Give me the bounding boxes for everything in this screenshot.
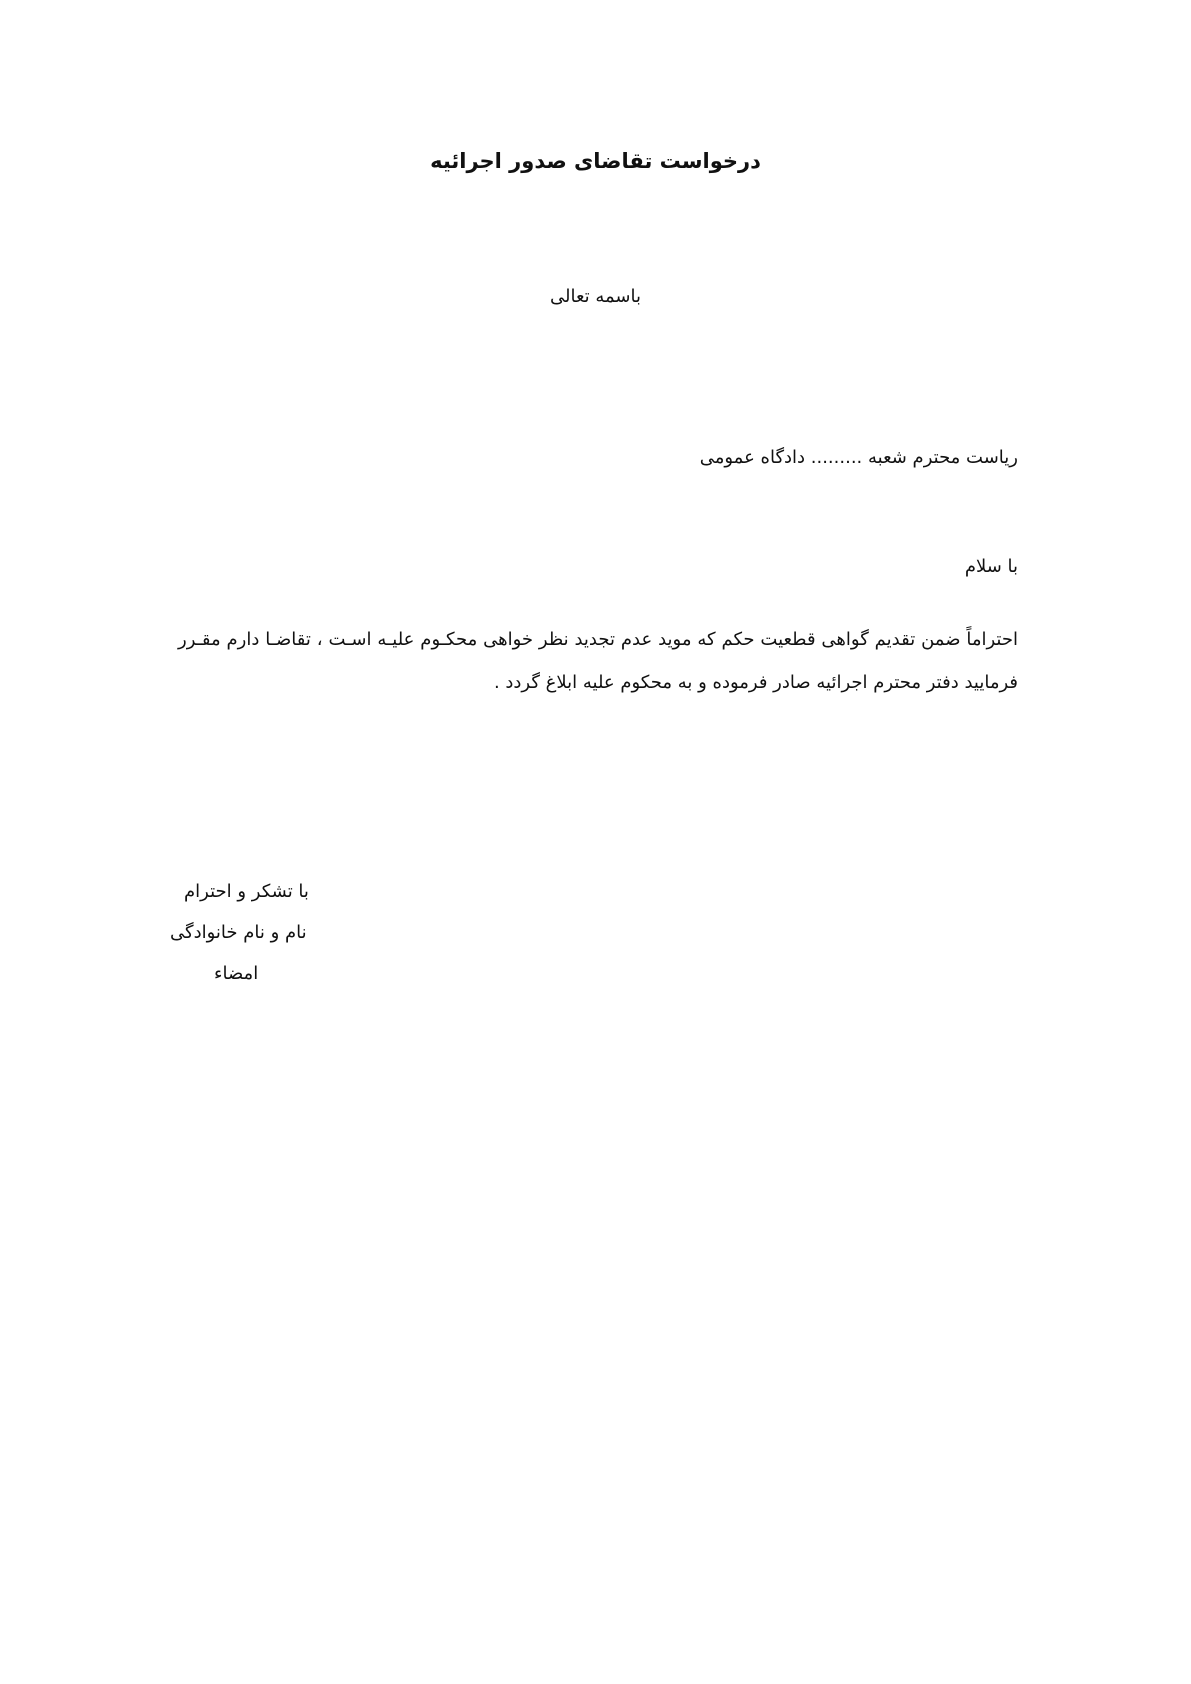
closing-signature-label: امضاء: [214, 963, 259, 984]
body-paragraph: احتراماً ضمن تقدیم گواهی قطعیت حکم که موید عدم تجدید نظر خواهی محکـوم علیـه اسـت ، تقاضـا دارم مقـرر فرمایید دفتر محترم اجرائیه صادر فرموده و به محکوم علیه ابلاغ گردد .: [178, 629, 1018, 693]
addressee-line: ریاست محترم شعبه ......... دادگاه عمومی: [699, 447, 1018, 468]
closing-thanks: با تشکر و احترام: [184, 881, 309, 902]
document-title: درخواست تقاضای صدور اجرائیه: [430, 149, 761, 173]
invocation-text: باسمه تعالی: [549, 286, 642, 307]
greeting-line: با سلام: [964, 556, 1018, 577]
closing-name-label: نام و نام خانوادگی: [170, 922, 307, 943]
